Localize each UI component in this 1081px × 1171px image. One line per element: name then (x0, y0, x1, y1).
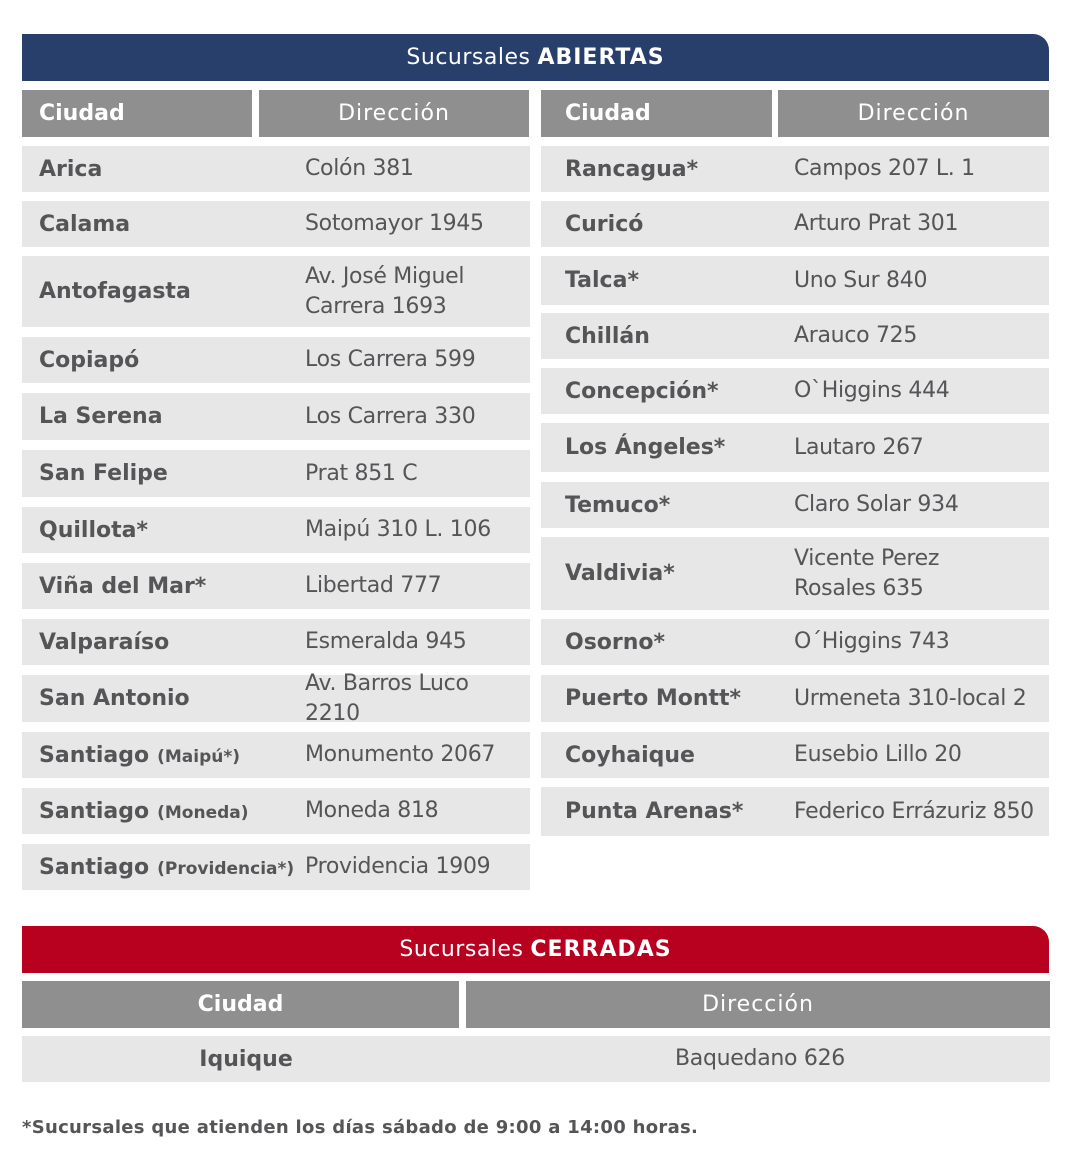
left-header-address (259, 90, 529, 137)
closed-row-city: Iquique (199, 1046, 293, 1072)
left-table-row (22, 844, 530, 890)
footnote: *Sucursales que atienden los días sábado de 9:00 a 14:00 horas. (22, 1117, 699, 1138)
left-table-row (22, 201, 530, 247)
closed-header-city (22, 981, 459, 1028)
right-row-city-name: Temuco* (565, 492, 671, 518)
right-row-city-name: Rancagua* (565, 156, 699, 182)
left-row-address: Providencia 1909 (305, 854, 491, 879)
left-row-city-district: (Providencia*) (157, 859, 295, 879)
left-row-address: Av. Barros Luco 2210 (305, 670, 469, 726)
right-header-address-label: Dirección (857, 101, 970, 126)
right-row-address: Lautaro 267 (794, 434, 924, 460)
right-row-city (565, 201, 643, 247)
right-table-row (541, 313, 1049, 359)
left-row-city-district: (Maipú*) (157, 747, 241, 767)
left-row-city-name: Viña del Mar* (39, 573, 207, 599)
right-row-address: O´Higgins 743 (794, 629, 950, 654)
right-table-row (541, 619, 1049, 665)
left-row-city-name: Santiago (39, 854, 150, 880)
left-row-city-name: Santiago (39, 798, 150, 824)
left-table-row (22, 507, 530, 553)
closed-header-address (466, 981, 1050, 1028)
right-row-city (565, 787, 743, 836)
left-table-row (22, 146, 530, 192)
right-table-row (541, 537, 1049, 610)
left-table-row (22, 732, 530, 778)
right-row-address: Arturo Prat 301 (794, 211, 959, 236)
left-row-address: Esmeralda 945 (305, 629, 467, 654)
right-row-city (565, 537, 675, 610)
right-row-city (565, 675, 741, 722)
left-row-city (39, 732, 240, 778)
left-row-address: Sotomayor 1945 (305, 211, 484, 236)
right-row-address: Uno Sur 840 (794, 267, 928, 293)
left-row-city (39, 788, 249, 834)
right-row-city (565, 732, 695, 778)
right-row-address: Eusebio Lillo 20 (794, 742, 962, 767)
right-table-row (541, 423, 1049, 472)
left-row-city (39, 675, 190, 722)
left-row-city-name: Arica (39, 156, 103, 182)
right-header-city (541, 90, 772, 137)
left-row-city (39, 619, 169, 665)
right-row-city-name: Los Ángeles* (565, 435, 726, 460)
closed-header-city-label: Ciudad (197, 992, 284, 1017)
right-row-city (565, 482, 670, 528)
open-branches-banner (22, 34, 1049, 81)
right-row-city (565, 619, 665, 665)
right-table-row (541, 482, 1049, 528)
left-row-city-name: Calama (39, 211, 131, 237)
right-row-city-name: Punta Arenas* (565, 799, 744, 824)
left-header-city-label: Ciudad (39, 101, 125, 126)
left-row-address: Moneda 818 (305, 798, 439, 823)
right-row-city (565, 368, 719, 414)
closed-header-address-label: Dirección (702, 992, 814, 1017)
right-header-address (778, 90, 1049, 137)
right-row-address: O`Higgins 444 (794, 378, 950, 403)
right-header-city-label: Ciudad (565, 101, 651, 126)
left-row-city-name: Antofagasta (39, 279, 191, 304)
right-row-city-name: Curicó (565, 211, 644, 237)
left-table-row (22, 337, 530, 383)
left-row-address: Prat 851 C (305, 460, 418, 486)
left-table-row (22, 563, 530, 609)
right-row-city (565, 423, 725, 472)
left-row-city (39, 146, 102, 192)
right-row-city-name: Valdivia* (565, 561, 675, 586)
closed-branches-banner (22, 926, 1049, 973)
left-row-city (39, 201, 130, 247)
right-table-row (541, 146, 1049, 192)
closed-table-row (22, 1036, 1050, 1082)
left-row-address: Los Carrera 599 (305, 347, 476, 372)
left-row-city (39, 337, 139, 383)
left-row-city (39, 256, 191, 327)
left-row-address: Monumento 2067 (305, 742, 496, 767)
right-row-city-name: Chillán (565, 323, 650, 349)
right-row-address: Campos 207 L. 1 (794, 156, 975, 181)
left-table-row (22, 788, 530, 834)
right-row-address: Federico Errázuriz 850 (794, 798, 1034, 824)
right-row-city-name: Talca* (565, 268, 639, 293)
right-row-city-name: Concepción* (565, 378, 719, 404)
left-row-city-name: Copiapó (39, 347, 140, 373)
left-row-address: Los Carrera 330 (305, 403, 476, 429)
left-row-address: Av. José Miguel Carrera 1693 (305, 263, 465, 319)
left-row-address: Maipú 310 L. 106 (305, 517, 491, 542)
right-row-city (565, 146, 698, 192)
closed-row-address: Baquedano 626 (675, 1046, 845, 1071)
left-row-city (39, 393, 163, 440)
right-row-city (565, 256, 639, 305)
open-banner-prefix: Sucursales (406, 45, 531, 70)
right-table-row (541, 201, 1049, 247)
closed-banner-prefix: Sucursales (399, 937, 524, 962)
right-row-address: Claro Solar 934 (794, 492, 959, 517)
left-row-city (39, 844, 294, 890)
left-row-city-name: La Serena (39, 404, 163, 429)
left-row-address: Colón 381 (305, 156, 414, 181)
left-table-row (22, 619, 530, 665)
left-row-address: Libertad 777 (305, 573, 442, 598)
right-row-city-name: Puerto Montt* (565, 686, 742, 711)
left-table-row (22, 450, 530, 497)
right-row-address: Urmeneta 310-local 2 (794, 685, 1027, 711)
left-row-city-name: Santiago (39, 742, 150, 768)
left-table-row (22, 393, 530, 440)
left-table-row (22, 670, 530, 726)
left-row-city-name: Quillota* (39, 517, 148, 543)
left-header-city (22, 90, 252, 137)
closed-banner-bold: CERRADAS (530, 937, 672, 962)
left-row-city (39, 563, 206, 609)
left-row-city (39, 450, 168, 497)
left-header-address-label: Dirección (338, 101, 450, 126)
left-row-city (39, 507, 148, 553)
left-table-row (22, 256, 530, 327)
right-row-city-name: Osorno* (565, 629, 666, 655)
right-table-row (541, 675, 1049, 722)
right-table-row (541, 732, 1049, 778)
right-row-city (565, 313, 650, 359)
right-table-row (541, 368, 1049, 414)
left-row-city-district: (Moneda) (157, 803, 249, 823)
right-row-address: Vicente Perez Rosales 635 (794, 545, 940, 601)
right-row-address: Arauco 725 (794, 323, 918, 348)
right-table-row (541, 787, 1049, 836)
right-row-city-name: Coyhaique (565, 742, 695, 768)
left-row-city-name: San Antonio (39, 686, 190, 711)
right-table-row (541, 256, 1049, 305)
open-banner-bold: ABIERTAS (537, 45, 665, 70)
left-row-city-name: Valparaíso (39, 629, 170, 655)
left-row-city-name: San Felipe (39, 461, 168, 486)
